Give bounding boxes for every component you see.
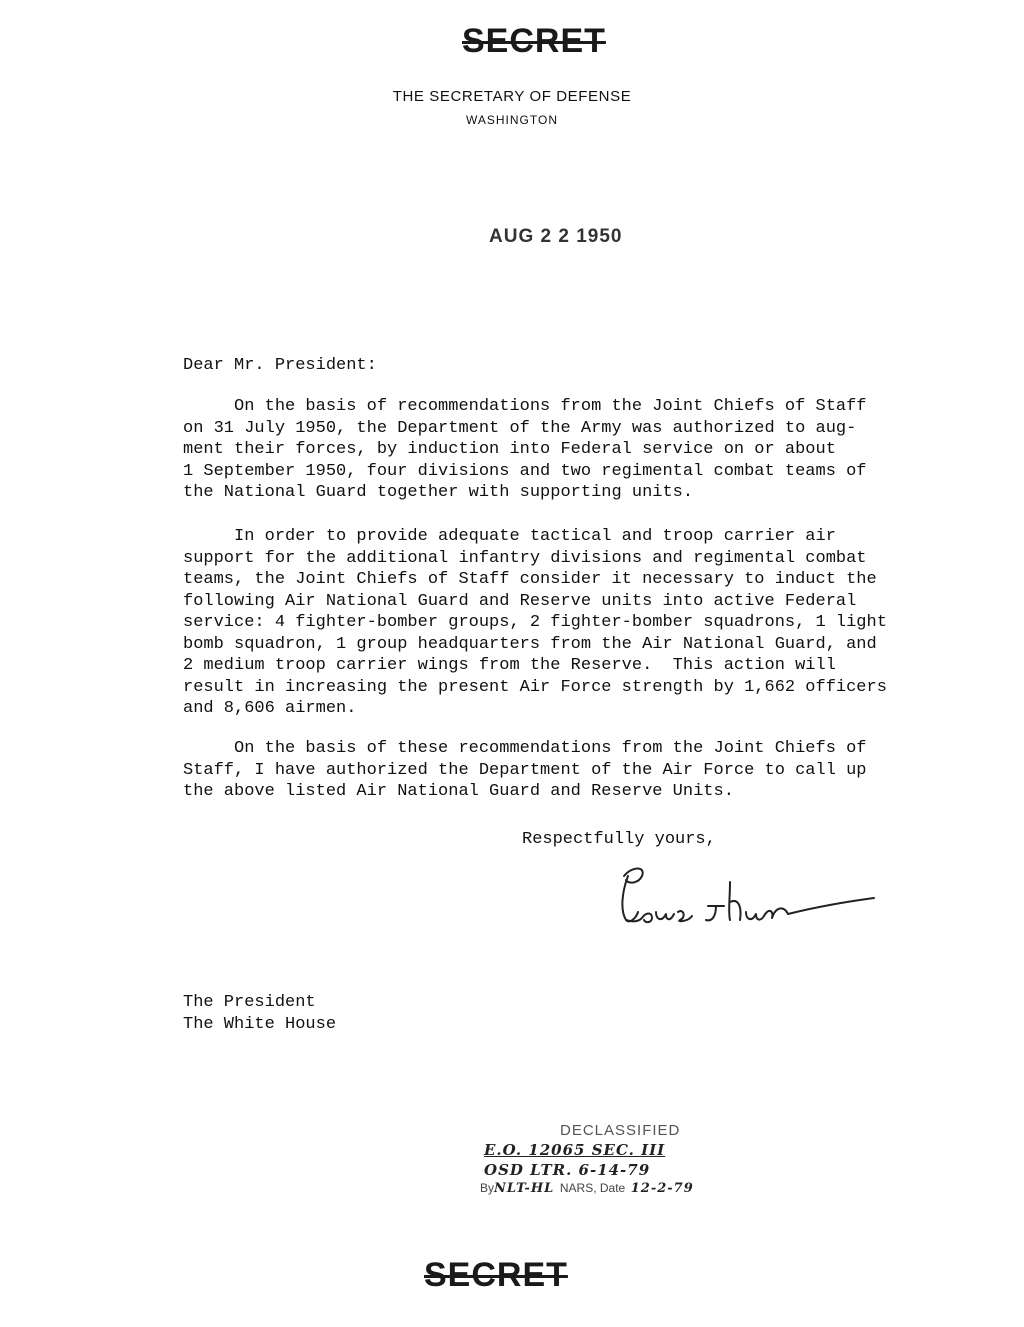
handwritten-signature — [612, 862, 882, 937]
declass-date: 12-2-79 — [630, 1181, 694, 1196]
letter-paragraph: On the basis of these recommendations from the Joint Chiefs of Staff, I have authorized the Department of the Air Force to call up the above listed Air National Guard and Reserve Units. — [183, 739, 867, 801]
salutation: Dear Mr. President: — [183, 356, 377, 375]
secret-stamp-bottom: SECRET — [424, 1256, 568, 1294]
declass-by-line — [480, 1181, 780, 1196]
letter-paragraph: In order to provide adequate tactical and troop carrier air support for the additional infantry divisions and regimental combat teams, the Joint Chiefs of Staff consider it necessary to induct the following Air National Guard and Reserve units into active Federal service: 4 fighter-bomber groups, 2 fighter-bomber squadrons, 1 light bomb squadron, 1 group headquarters from the Air National Guard, and 2 medium troop carrier wings from the Reserve. This action will result in increasing the present Air Force strength by 1,662 officers and 8,606 airmen. — [183, 527, 887, 718]
declass-by-label: By — [480, 1181, 495, 1195]
addressee-line: The President — [183, 993, 316, 1012]
secret-stamp-top: SECRET — [462, 22, 606, 60]
declass-letter: OSD LTR. 6-14-79 — [484, 1161, 651, 1179]
date-stamp: AUG 2 2 1950 — [489, 226, 623, 247]
declassified-title: DECLASSIFIED — [560, 1122, 681, 1139]
declass-agency: NARS, Date — [559, 1181, 626, 1195]
declassification-stamp — [480, 1122, 780, 1196]
declass-by-value: NLT-HL — [494, 1181, 555, 1196]
declass-authority: E.O. 12065 SEC. III — [484, 1141, 666, 1159]
signature-graphic — [612, 862, 882, 932]
letterhead-location: WASHINGTON — [465, 113, 558, 127]
letterhead-title: THE SECRETARY OF DEFENSE — [392, 88, 632, 105]
letter-paragraph: On the basis of recommendations from the Joint Chiefs of Staff on 31 July 1950, the Department of the Army was authorized to aug- ment their forces, by induction into Federal service on or about 1 September 1950, four divisions and two regimental combat teams of the National Guard together with supporting units. — [183, 397, 867, 502]
addressee-line: The White House — [183, 1015, 337, 1034]
closing: Respectfully yours, — [522, 830, 716, 849]
